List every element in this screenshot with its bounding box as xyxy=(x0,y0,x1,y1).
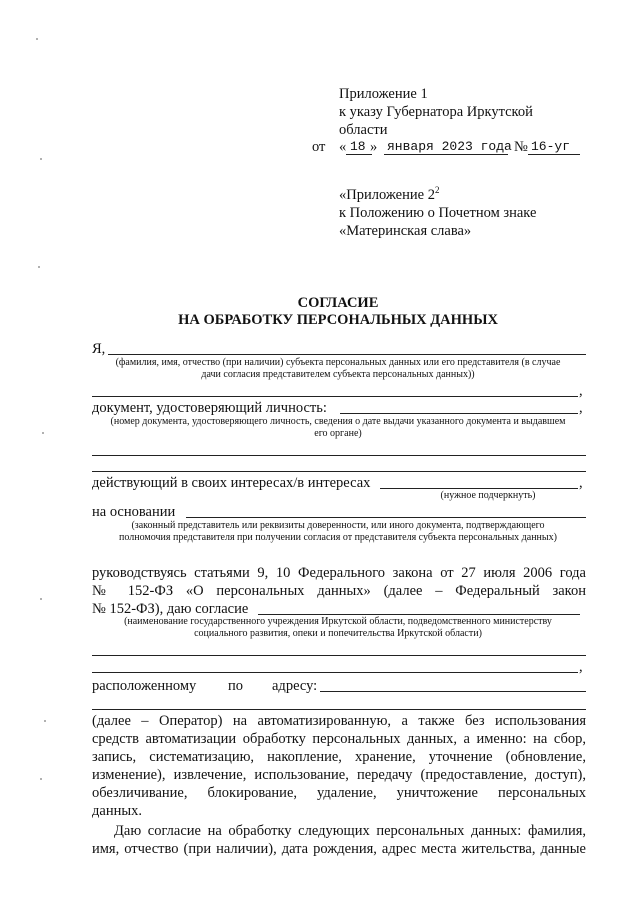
date-from-label: от xyxy=(312,139,326,155)
appendix-superscript: 2 xyxy=(434,185,440,196)
organization-note-line-2: социального развития, опеки и попечительства Иркутской области) xyxy=(194,628,482,639)
address-field-line[interactable] xyxy=(320,691,586,692)
address-word-3: адресу: xyxy=(272,678,318,694)
acting-field-line[interactable] xyxy=(380,488,578,489)
document-title-line-1: СОГЛАСИЕ xyxy=(297,295,379,311)
fio-note-line-2: дачи согласия представителем субъекта персональных данных)) xyxy=(201,369,475,380)
comma: , xyxy=(579,475,583,491)
document-note-line-1: (номер документа, удостоверяющего личность, сведения о дате выдачи указанного документа и выдавшем xyxy=(110,416,566,427)
appendix-line-1 xyxy=(339,186,439,204)
scan-speck xyxy=(40,778,42,780)
number-underline xyxy=(528,154,580,155)
fio-field-line[interactable] xyxy=(108,354,586,355)
appendix-prefix: «Приложение 2 xyxy=(339,187,435,203)
organization-field-line-2[interactable] xyxy=(92,655,586,656)
operator-line-4: изменение), извлечение, использование, передачу (предоставление, доступ), xyxy=(92,767,586,783)
comma: , xyxy=(579,659,583,675)
date-quote-open: « xyxy=(339,139,347,155)
address-field-line-2[interactable] xyxy=(92,709,586,710)
organization-note-line-1: (наименование государственного учреждения Иркутской области, подведомственного министерству xyxy=(124,616,552,627)
operator-line-1: (далее – Оператор) на автоматизированную, а также без использования xyxy=(92,713,586,729)
comma: , xyxy=(579,400,583,416)
document-label: документ, удостоверяющий личность: xyxy=(92,400,327,416)
header-line-2: к указу Губернатора Иркутской xyxy=(339,104,533,120)
document-field-line-2[interactable] xyxy=(92,455,586,456)
consent-line-2: имя, отчество (при наличии), дата рождения, адрес места жительства, данные xyxy=(92,841,586,857)
operator-line-5: обезличивание, блокирование, удаление, уничтожение персональных xyxy=(92,785,586,801)
comma: , xyxy=(579,383,583,399)
date-underline-month xyxy=(384,154,508,155)
document-title-line-2: НА ОБРАБОТКУ ПЕРСОНАЛЬНЫХ ДАННЫХ xyxy=(178,312,498,328)
basis-field-line[interactable] xyxy=(186,517,586,518)
address-word-1: расположенному xyxy=(92,678,197,694)
appendix-line-3: «Материнская слава» xyxy=(339,223,472,239)
order-number: 16-уг xyxy=(531,139,571,154)
scan-speck xyxy=(44,720,46,722)
law-line-3: № 152-ФЗ), даю согласие xyxy=(92,601,249,617)
basis-note-line-2: полномочия представителя при получении согласия от представителя субъекта персональных данных) xyxy=(119,532,557,543)
address-word-2: по xyxy=(228,678,244,694)
organization-field-line[interactable] xyxy=(258,614,580,615)
acting-label: действующий в своих интересах/в интересах xyxy=(92,475,371,491)
scan-speck xyxy=(38,266,40,268)
number-sign: № xyxy=(514,139,528,155)
operator-line-3: запись, систематизацию, накопление, хранение, уточнение (обновление, xyxy=(92,749,586,765)
document-field-line[interactable] xyxy=(340,413,578,414)
header-line-1: Приложение 1 xyxy=(339,86,428,102)
header-line-3: области xyxy=(339,122,388,138)
document-note-line-2: его органе) xyxy=(314,428,362,439)
ya-label: Я, xyxy=(92,341,106,357)
operator-line-2: средств автоматизации обработку персональных данных, а именно: на сбор, xyxy=(92,731,586,747)
scan-speck xyxy=(36,38,38,40)
law-line-1: руководствуясь статьями 9, 10 Федерального закона от 27 июля 2006 года xyxy=(92,565,586,581)
date-day: 18 xyxy=(350,139,366,154)
consent-line-1: Даю согласие на обработку следующих персональных данных: фамилия, xyxy=(114,823,586,839)
scan-speck xyxy=(40,158,42,160)
fio-note-line-1: (фамилия, имя, отчество (при наличии) субъекта персональных данных или его представителя (в случае xyxy=(115,357,561,368)
fio-field-line-2[interactable] xyxy=(92,396,578,397)
basis-note-line-1: (законный представитель или реквизиты доверенности, или иного документа, подтверждающего xyxy=(131,520,545,531)
appendix-line-2: к Положению о Почетном знаке xyxy=(339,205,537,221)
basis-label: на основании xyxy=(92,504,176,520)
document-field-line-3[interactable] xyxy=(92,471,586,472)
law-line-2: № 152-ФЗ «О персональных данных» (далее – Федеральный закон xyxy=(92,583,586,599)
date-month-year: января 2023 года xyxy=(387,139,512,154)
scan-speck xyxy=(42,432,44,434)
date-quote-close: » xyxy=(370,139,378,155)
organization-field-line-3[interactable] xyxy=(92,672,578,673)
underline-note: (нужное подчеркнуть) xyxy=(440,490,536,501)
scan-speck xyxy=(40,598,42,600)
operator-line-6: данных. xyxy=(92,803,142,819)
date-underline-day xyxy=(346,154,372,155)
